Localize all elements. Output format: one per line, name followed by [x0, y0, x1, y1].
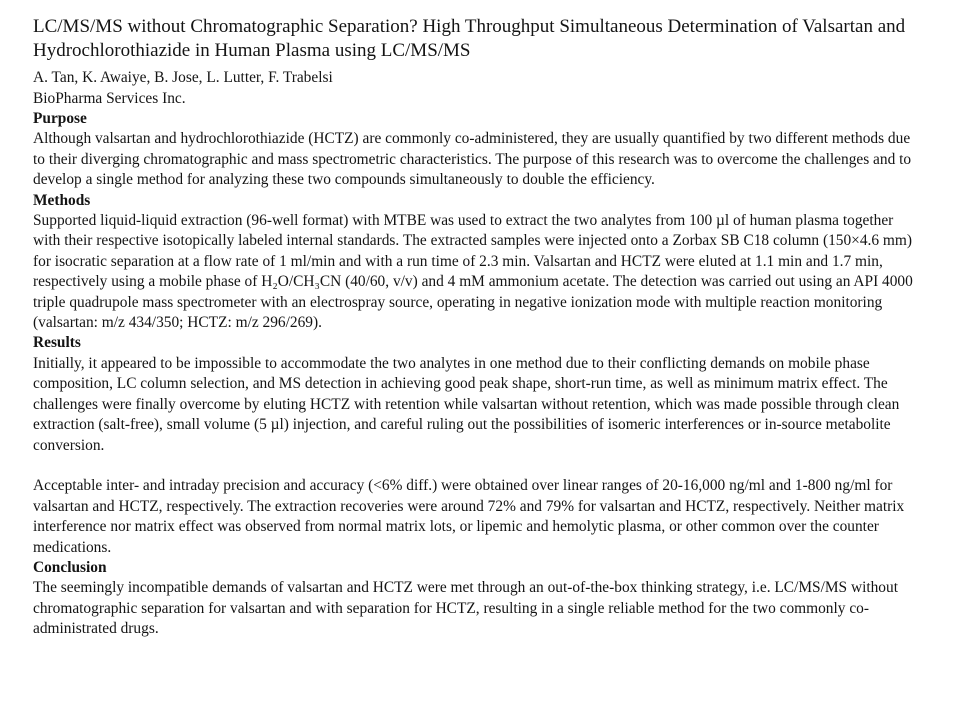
section-body — [33, 211, 917, 333]
section-heading: Purpose — [33, 110, 87, 127]
paper-title: LC/MS/MS without Chromatographic Separation? High Throughput Simultaneous Determination of Valsartan and Hydrochlorothiazide in Human Plasma using LC/MS/MS — [33, 16, 906, 61]
section-heading: Methods — [33, 191, 91, 209]
abstract-section — [33, 191, 917, 334]
abstract-body — [33, 15, 917, 640]
affiliation: BioPharma Services Inc. — [33, 90, 186, 107]
section-body — [33, 129, 917, 190]
section-paragraph: Initially, it appeared to be impossible to accommodate the two analytes in one method due to their conflicting demands on mobile phase composition, LC column selection, and MS detection in achieving good peak shape, short-run time, as well as minimum matrix effect. The challenges were finally overcome by eluting HCTZ with retention while valsartan without retention, which was made possible through clean extraction (salt-free), small volume (5 µl) injection, and careful ruling out the possibilities of isomeric interferences or in-source metabolite conversion. — [33, 354, 900, 454]
author-list: A. Tan, K. Awaiye, B. Jose, L. Lutter, F. Trabelsi — [33, 69, 333, 86]
abstract-sections — [33, 109, 917, 640]
section-heading: Results — [33, 334, 81, 352]
abstract-section — [33, 109, 917, 191]
abstract-section — [33, 558, 917, 640]
section-paragraph: Supported liquid-liquid extraction (96-well format) with MTBE was used to extract the two analytes from 100 µl of human plasma together with their respective isotopically labeled internal standards. The extracted samples were injected onto a Zorbax SB C18 column (150×4.6 mm) for isocratic separation at a flow rate of 1 ml/min and with a run time of 2.3 min. Valsartan and HCTZ were eluted at 1.1 min and 1.7 min, respectively using a mobile phase of H₂O/CH₃CN (40/60, v/v) and 4 mM ammonium acetate. The detection was carried out using an API 4000 triple quadrupole mass spectrometer with an electrospray source, operating in negative ionization mode with multiple reaction monitoring (valsartan: m/z 434/350; HCTZ: m/z 296/269). — [33, 212, 913, 332]
abstract-section — [33, 333, 917, 557]
section-body — [33, 354, 917, 558]
section-paragraph: Acceptable inter- and intraday precision and accuracy (<6% diff.) were obtained over linear ranges of 20-16,000 ng/ml and 1-800 ng/ml for valsartan and HCTZ, respectively. The extraction recoveries were around 72% and 79% for valsartan and HCTZ, respectively. Neither matrix interference nor matrix effect was observed from normal matrix lots, or lipemic and hemolytic plasma, or other common over the counter medications. — [33, 477, 905, 556]
section-heading: Conclusion — [33, 558, 107, 576]
section-paragraph: The seemingly incompatible demands of valsartan and HCTZ were met through an out-of-the-box thinking strategy, i.e. LC/MS/MS without chromatographic separation for valsartan and with separation for HCTZ, resulting in a single reliable method for the two commonly co-administrated drugs. — [33, 579, 898, 638]
section-body — [33, 578, 917, 639]
section-paragraph: Although valsartan and hydrochlorothiazide (HCTZ) are commonly co-administered, they are usually quantified by two different methods due to their diverging chromatographic and mass spectrometric characteristics. The purpose of this research was to overcome the challenges and to develop a single method for analyzing these two compounds simultaneously to double the efficiency. — [33, 130, 912, 189]
